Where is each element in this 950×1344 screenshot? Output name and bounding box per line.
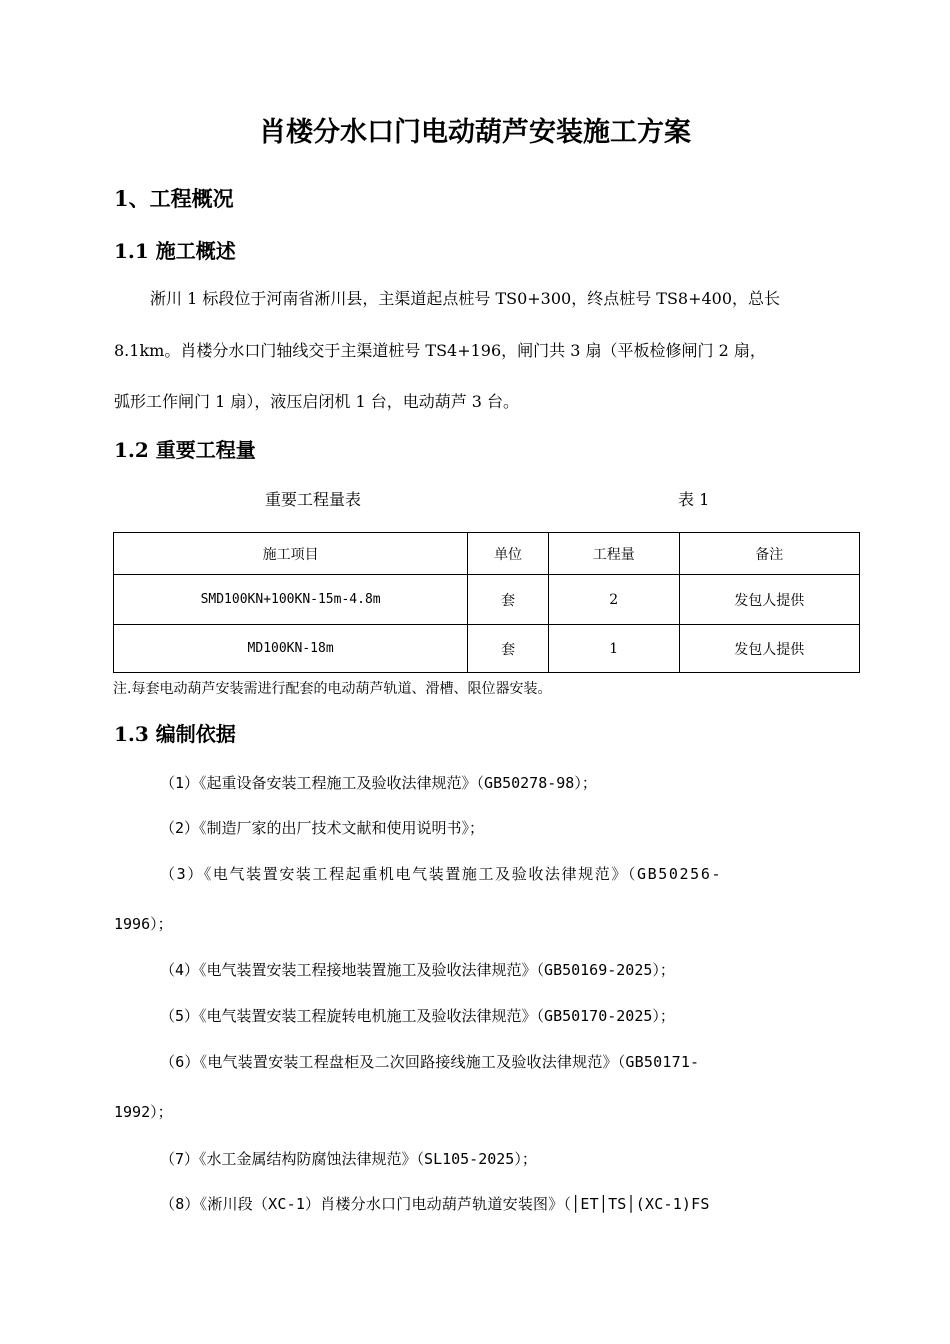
table-header-row [114,533,860,575]
table-cell: 1 [548,625,679,673]
reference-item-1: （1）《起重设备安装工程施工及验收法律规范》（GB50278-98）； [160,774,597,792]
table-cell: 套 [468,575,549,625]
section-heading-1-1: 1.1 施工概述 [114,239,236,263]
table-cell: MD100KN-18m [114,625,468,673]
table-header-cell: 单位 [468,533,549,575]
paragraph-line-2: 8.1km。肖楼分水口门轴线交于主渠道桩号 TS4+196，闸门共 3 扇（平板检修闸门 2 扇， [114,341,766,360]
section-heading-1-2: 1.2 重要工程量 [114,438,256,462]
reference-item-6-cont: 1992）； [114,1103,173,1121]
table-header-cell: 备注 [679,533,859,575]
reference-item-7: （7）《水工金属结构防腐蚀法律规范》（SL105-2025）； [160,1150,537,1168]
document-title: 肖楼分水口门电动葫芦安装施工方案 [259,117,691,148]
table-row [114,575,860,625]
section-heading-1: 1、工程概况 [114,186,234,211]
table-cell: 发包人提供 [679,625,859,673]
paragraph-line-1: 淅川 1 标段位于河南省淅川县，主渠道起点桩号 TS0+300，终点桩号 TS8+400，总长 [150,289,781,308]
quantity-table [113,532,860,673]
table-cell: 发包人提供 [679,575,859,625]
section-heading-1-3: 1.3 编制依据 [114,722,236,746]
paragraph-line-3: 弧形工作闸门 1 扇），液压启闭机 1 台，电动葫芦 3 台。 [114,392,520,411]
table-row [114,625,860,673]
table-note: 注.每套电动葫芦安装需进行配套的电动葫芦轨道、滑槽、限位器安装。 [113,681,552,697]
table-header-cell: 施工项目 [114,533,468,575]
reference-item-8: （8）《淅川段（XC-1）肖楼分水口门电动葫芦轨道安装图》（│ET│TS│(XC-1)FS [160,1195,710,1213]
reference-item-2: （2）《制造厂家的出厂技术文献和使用说明书》； [160,819,485,837]
table-number: 表 1 [678,490,710,509]
reference-item-3-cont: 1996）； [114,915,173,933]
table-cell: 套 [468,625,549,673]
table-cell: 2 [548,575,679,625]
reference-item-6: （6）《电气装置安装工程盘柜及二次回路接线施工及验收法律规范》（GB50171- [160,1053,700,1071]
table-header-cell: 工程量 [548,533,679,575]
reference-item-3: （3）《电气装置安装工程起重机电气装置施工及验收法律规范》（GB50256- [160,865,723,883]
table-cell: SMD100KN+100KN-15m-4.8m [114,575,468,625]
reference-item-5: （5）《电气装置安装工程旋转电机施工及验收法律规范》（GB50170-2025）； [160,1007,675,1025]
table-caption: 重要工程量表 [265,490,362,509]
reference-item-4: （4）《电气装置安装工程接地装置施工及验收法律规范》（GB50169-2025）； [160,961,675,979]
